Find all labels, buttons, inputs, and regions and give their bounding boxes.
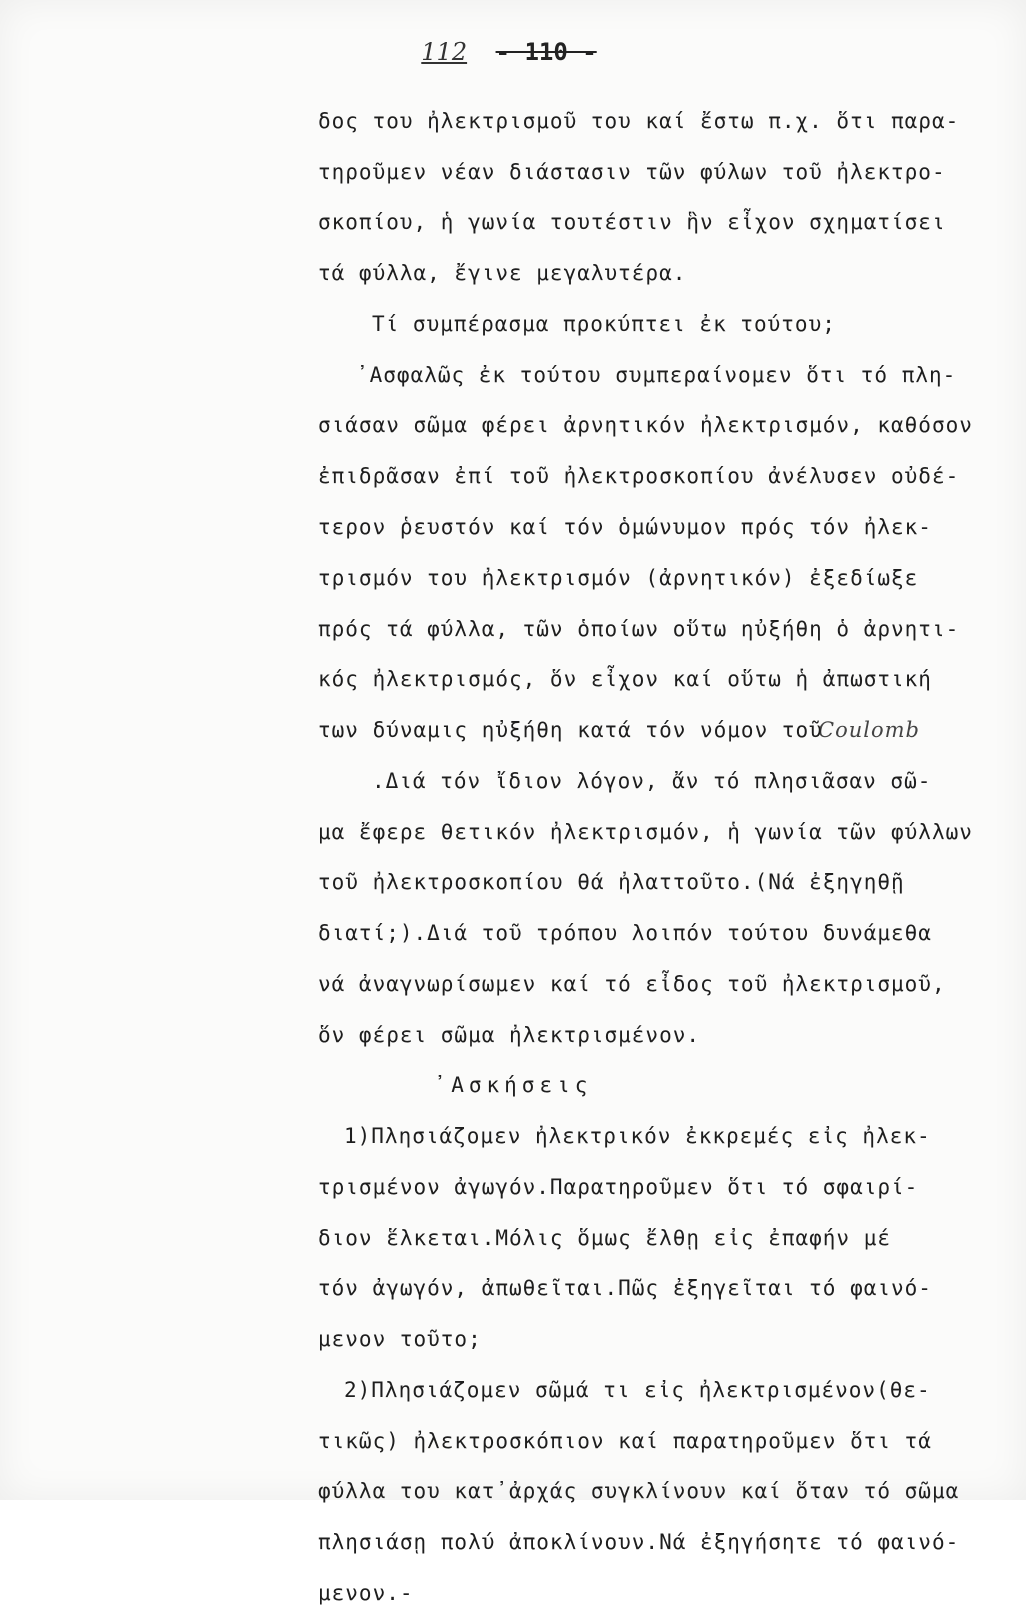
text-line: .Διά τόν ἴδιον λόγον, ἄν τό πλησιᾶσαν σῶ-	[372, 769, 932, 793]
text-line: Τί συμπέρασμα προκύπτει ἐκ τούτου;	[372, 312, 836, 336]
text-line: 1)Πλησιάζομεν ἠλεκτρικόν ἐκκρεμές εἰς ἠλεκ-	[344, 1124, 931, 1148]
text-line: ὅν φέρει σῶμα ἠλεκτρισμένον.	[318, 1023, 701, 1047]
page-number-typed: - 110 -	[495, 38, 597, 66]
text-line: τόν ἀγωγόν, ἀπωθεῖται.Πῶς ἐξηγεῖται τό φαινό-	[318, 1276, 932, 1300]
text-line: τρισμένον ἀγωγόν.Παρατηροῦμεν ὅτι τό σφαιρί-	[318, 1175, 919, 1199]
text-line: μενον.-	[318, 1581, 414, 1605]
text-line: φύλλα του κατ᾿ἀρχάς συγκλίνουν καί ὅταν τό σῶμα	[318, 1479, 960, 1503]
text-line: τικῶς) ἠλεκτροσκόπιον καί παρατηροῦμεν ὅτι τά	[318, 1429, 932, 1453]
text-line: σκοπίου, ἡ γωνία τουτέστιν ἣν εἶχον σχηματίσει	[318, 210, 946, 234]
handwritten-name: Coulomb	[818, 718, 920, 742]
text-line: τοῦ ἠλεκτροσκοπίου θά ἠλαττοῦτο.(Νά ἐξηγηθῇ	[318, 870, 905, 894]
text-line: δος του ἠλεκτρισμοῦ του καί ἔστω π.χ. ὅτι παρα-	[318, 109, 960, 133]
text-line: των δύναμις ηὐξήθη κατά τόν νόμον τοῦ	[318, 718, 823, 742]
text-line: μα ἔφερε θετικόν ἠλεκτρισμόν, ἡ γωνία τῶν φύλλων	[318, 820, 973, 844]
exercises-heading: ᾿Ασκήσεις	[433, 1073, 593, 1097]
text-line: μενον τοῦτο;	[318, 1327, 482, 1351]
text-line: τρισμόν του ἠλεκτρισμόν (ἀρνητικόν) ἐξεδίωξε	[318, 566, 919, 590]
page-header	[0, 38, 1026, 66]
text-line: νά ἀναγνωρίσωμεν καί τό εἶδος τοῦ ἠλεκτρισμοῦ,	[318, 972, 946, 996]
page-number-handwritten: 112	[421, 38, 468, 66]
text-line: κός ἠλεκτρισμός, ὅν εἶχον καί οὕτω ἡ ἀπωστική	[318, 667, 932, 691]
text-line: διον ἕλκεται.Μόλις ὅμως ἔλθῃ εἰς ἐπαφήν μέ	[318, 1226, 892, 1250]
text-line: ἐπιδρᾶσαν ἐπί τοῦ ἠλεκτροσκοπίου ἀνέλυσεν οὐδέ-	[318, 464, 960, 488]
text-line: πλησιάσῃ πολύ ἀποκλίνουν.Νά ἐξηγήσητε τό φαινό-	[318, 1530, 960, 1554]
text-line: τηροῦμεν νέαν διάστασιν τῶν φύλων τοῦ ἠλεκτρο-	[318, 160, 946, 184]
text-line: 2)Πλησιάζομεν σῶμά τι εἰς ἠλεκτρισμένον(θε-	[344, 1378, 931, 1402]
text-line: σιάσαν σῶμα φέρει ἀρνητικόν ἠλεκτρισμόν, καθόσον	[318, 413, 973, 437]
text-line: τά φύλλα, ἔγινε μεγαλυτέρα.	[318, 261, 687, 285]
text-line: πρός τά φύλλα, τῶν ὁποίων οὕτω ηὐξήθη ὁ ἀρνητι-	[318, 617, 960, 641]
text-line: τερον ῥευστόν καί τόν ὁμώνυμον πρός τόν ἠλεκ-	[318, 515, 932, 539]
text-line: διατί;).Διά τοῦ τρόπου λοιπόν τούτου δυνάμεθα	[318, 921, 932, 945]
text-line: ᾿Ασφαλῶς ἐκ τούτου συμπεραίνομεν ὅτι τό πλη-	[356, 363, 957, 387]
